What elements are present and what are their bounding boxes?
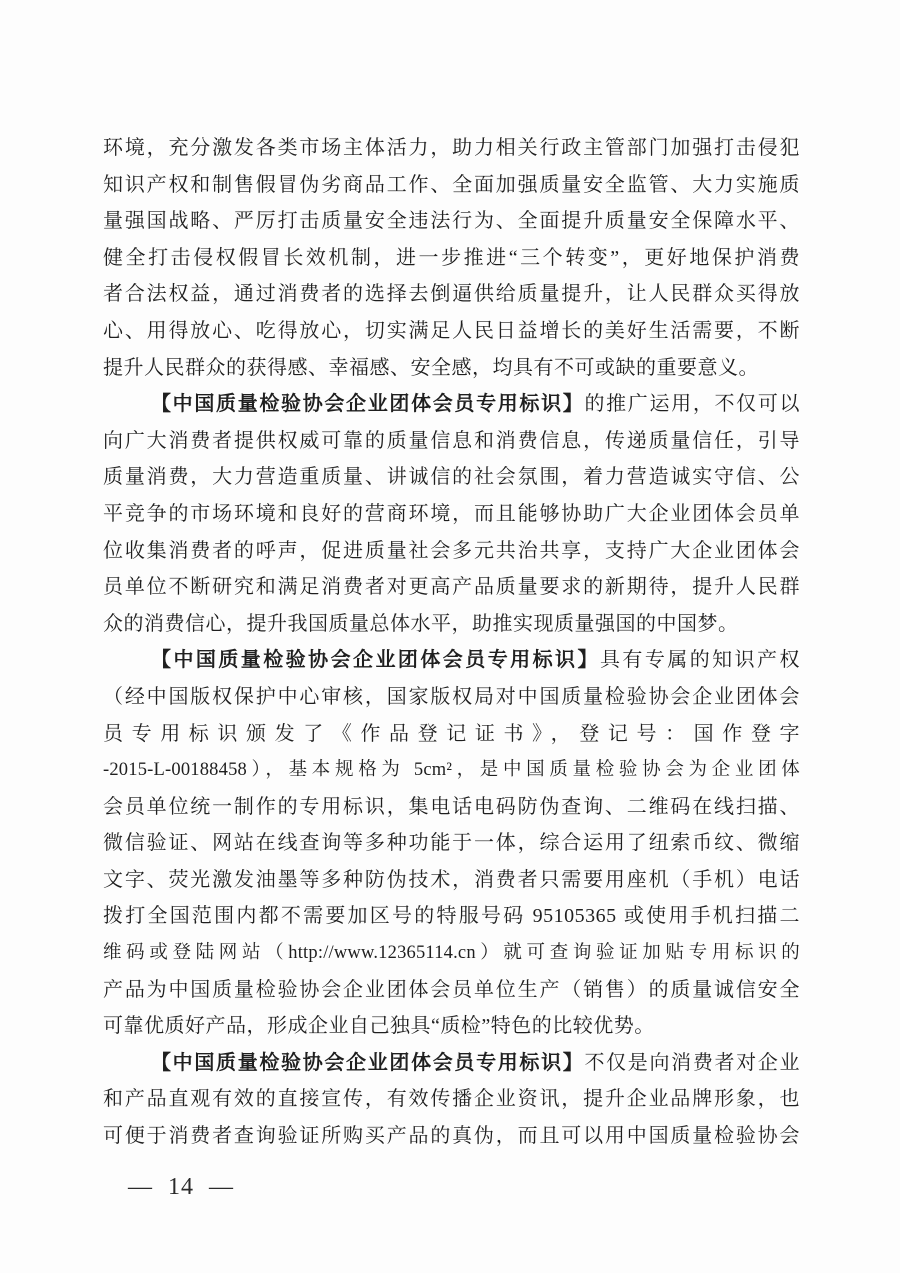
- text-line: 会员单位统一制作的专用标识，集电话电码防伪查询、二维码在线扫描、: [103, 795, 800, 818]
- text-line: 环境，充分激发各类市场主体活力，助力相关行政主管部门加强打击侵犯: [103, 137, 800, 159]
- text-line: [103, 1045, 800, 1082]
- text-line: 可靠优质好产品，形成企业自己独具“质检”特色的比较优势。: [103, 1015, 655, 1038]
- text-line: 文字、荧光激发油墨等多种防伪技术，消费者只需要用座机（手机）电话: [103, 868, 800, 891]
- text-line: 知识产权和制售假冒伪劣商品工作、全面加强质量安全监管、大力实施质: [103, 173, 800, 196]
- line-text: 的推广运用，不仅可以: [584, 393, 801, 416]
- text-line: 者合法权益，通过消费者的选择去倒逼供给质量提升，让人民群众买得放: [103, 283, 800, 306]
- text-line: 量强国战略、严厉打击质量安全违法行为、全面提升质量安全保障水平、: [103, 210, 800, 233]
- text-line: 和产品直观有效的直接宣传，有效传播企业资讯，提升企业品牌形象，也: [103, 1088, 800, 1111]
- emphasis-bracket-label: 【中国质量检验协会企业团体会员专用标识】: [151, 393, 585, 416]
- text-line: 心、用得放心、吃得放心，切实满足人民日益增长的美好生活需要，不断: [103, 319, 800, 342]
- line-text: 具有专属的知识产权: [599, 649, 801, 672]
- text-line: 产品为中国质量检验协会企业团体会员单位生产（销售）的质量诚信安全: [103, 978, 800, 1001]
- text-line: （经中国版权保护中心审核，国家版权局对中国质量检验协会企业团体会: [103, 685, 800, 708]
- emphasis-bracket-label: 【中国质量检验协会企业团体会员专用标识】: [151, 649, 600, 672]
- text-line: 拨打全国范围内都不需要加区号的特服号码 95105365 或使用手机扫描二: [103, 905, 800, 928]
- text-line: 提升人民群众的获得感、幸福感、安全感，均具有不可或缺的重要意义。: [103, 356, 759, 379]
- text-line: 可便于消费者查询验证所购买产品的真伪，而且可以用中国质量检验协会: [103, 1125, 800, 1148]
- text-line: [103, 642, 800, 679]
- page-number: — 14 —: [128, 1174, 234, 1200]
- text-line: 众的消费信心，提升我国质量总体水平，助推实现质量强国的中国梦。: [103, 612, 739, 635]
- text-line: -2015-L-00188458），基本规格为 5cm²，是中国质量检验协会为企业团体: [103, 760, 800, 781]
- text-line: 维码或登陆网站（http://www.12365114.cn）就可查询验证加贴专用标识的: [103, 943, 800, 964]
- text-line: 健全打击侵权假冒长效机制，进一步推进“三个转变”，更好地保护消费: [103, 246, 800, 269]
- text-line: 位收集消费者的呼声，促进质量社会多元共治共享，支持广大企业团体会: [103, 539, 800, 562]
- line-text: 不仅是向消费者对企业: [584, 1051, 801, 1074]
- text-line: 员专用标识颁发了《作品登记证书》，登记号：国作登字: [103, 722, 800, 745]
- text-line: 质量消费，大力营造重质量、讲诚信的社会氛围，着力营造诚实守信、公: [103, 466, 800, 489]
- text-line: [103, 386, 800, 423]
- text-line: 平竞争的市场环境和良好的营商环境，而且能够协助广大企业团体会员单: [103, 502, 800, 525]
- emphasis-bracket-label: 【中国质量检验协会企业团体会员专用标识】: [151, 1051, 585, 1074]
- body-text-block: [103, 130, 800, 1155]
- text-line: 员单位不断研究和满足消费者对更高产品质量要求的新期待，提升人民群: [103, 576, 800, 599]
- text-line: 微信验证、网站在线查询等多种功能于一体，综合运用了纽索币纹、微缩: [103, 832, 800, 855]
- text-line: 向广大消费者提供权威可靠的质量信息和消费信息，传递质量信任，引导: [103, 429, 800, 452]
